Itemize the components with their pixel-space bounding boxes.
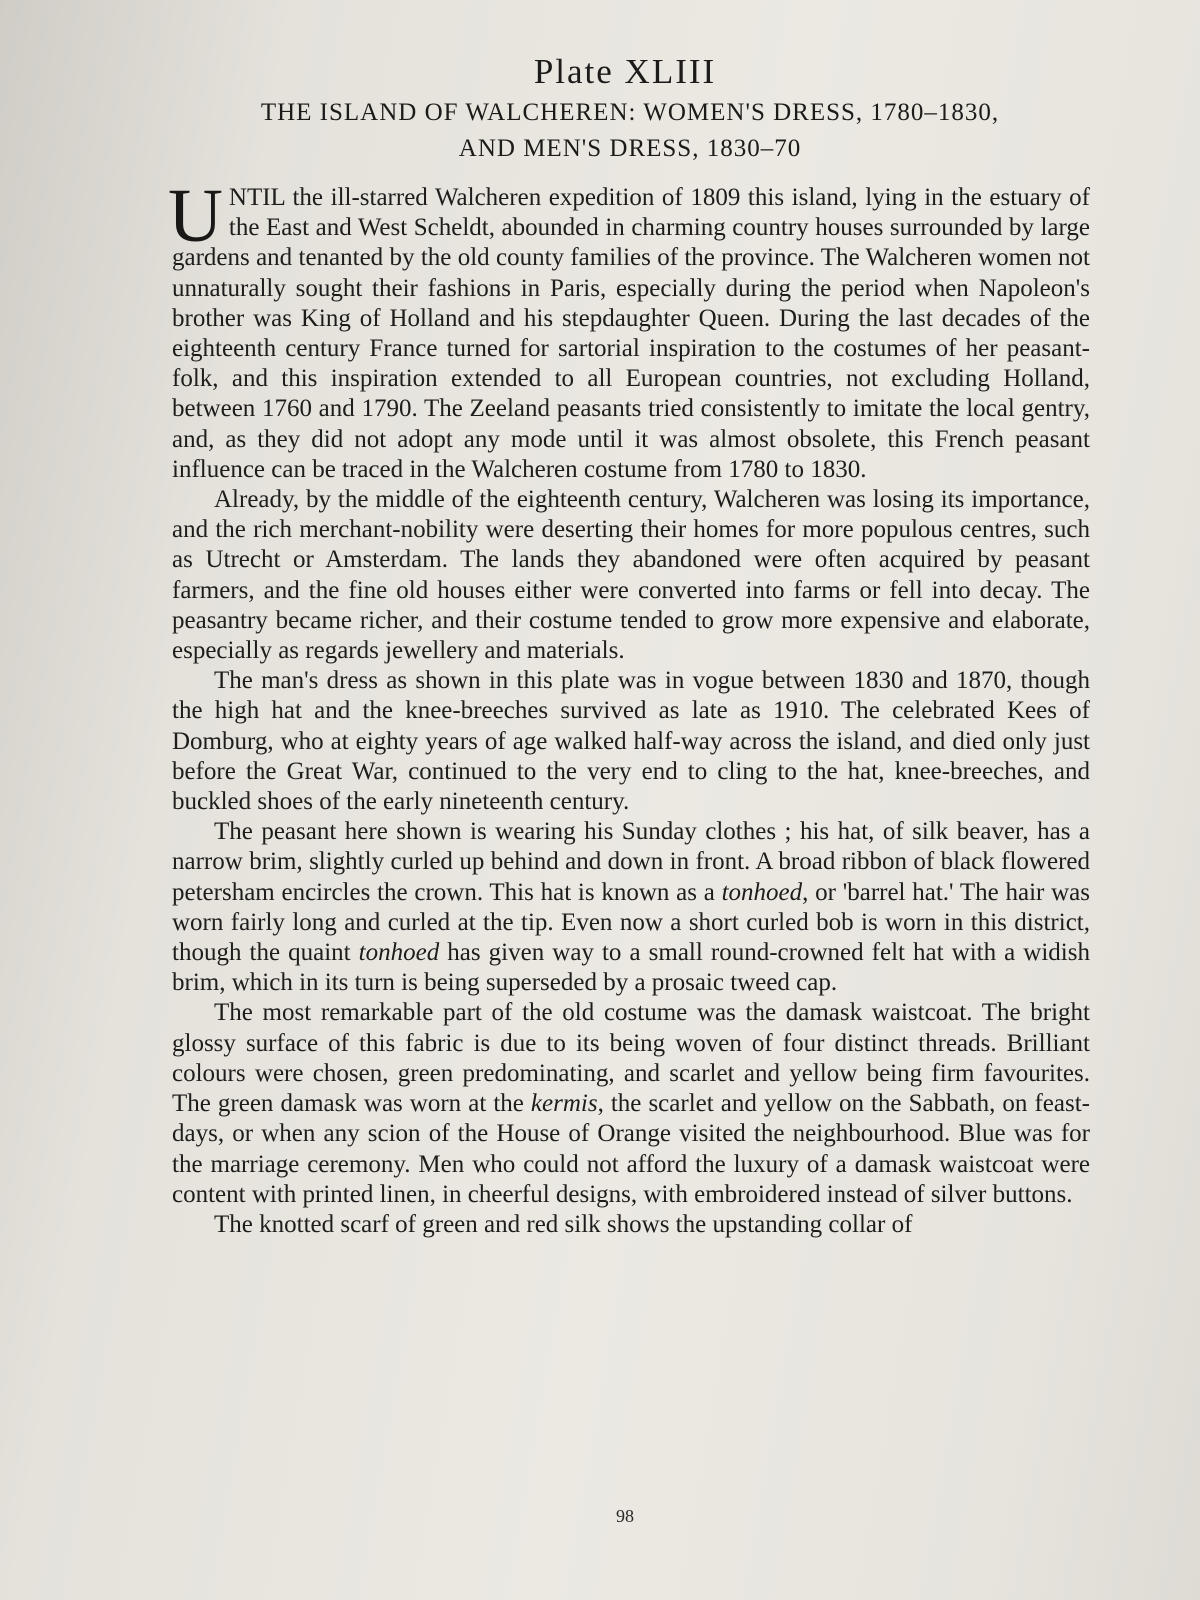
subtitle-line-2: AND MEN'S DRESS, 1830–70 [458,135,802,162]
paragraph-6: The knotted scarf of green and red silk shows the upstanding collar of [214,1210,913,1238]
subtitle-line-1: THE ISLAND OF WALCHEREN: WOMEN'S DRESS, 1780–1830, [260,99,1000,126]
paragraph-4 [172,817,1090,998]
italic-term-tonhoed-1: tonhoed [721,878,803,906]
paragraph-1 [168,174,1090,485]
drop-cap: U [168,174,223,258]
italic-term-tonhoed-2: tonhoed [358,939,440,967]
paragraph-2: Already, by the middle of the eighteenth century, Walcheren was losing its importance, and the rich merchant-nobility were deserting their homes for more populous centres, such as Utrecht or Amsterdam. The lands they abandoned were often acquired by peasant farmers, and the fine old houses either were converted into farms or fell into decay. The peasantry became richer, and their costume tended to grow more expensive and elaborate, especially as regards jewellery and materials. [172,486,1090,665]
paragraph-1-text: NTIL the ill-starred Walcheren expedition of 1809 this island, lying in the estuary of the East and West Scheldt, abounded in charming country houses surrounded by large gardens and tenanted by the old county families of the province. The Walcheren women not unnaturally sought their fashions in Paris, especially during the period when Napoleon's brother was King of Holland and his stepdaughter Queen. During the last decades of the eighteenth century France turned for sartorial inspiration to the costumes of her peasant-folk, and this inspiration extended to all European countries, not excluding Holland, between 1760 and 1790. The Zeeland peasants tried consistently to imitate the local gentry, and, as they did not adopt any mode until it was almost obsolete, this French peasant influence can be traced in the Walcheren costume from 1780 to 1830. [172,184,1090,483]
paragraph-5-part-a: The most remarkable part of the old costume was the damask waistcoat. The bright glossy surface of this fabric is due to its being woven of four distinct threads. Brilliant colours were chosen, green predominating, and scarlet and yellow being firm favourites. The green damask was worn at the [172,999,1090,1118]
body-text [168,174,1090,1240]
plate-title: Plate XLIII [533,52,717,91]
paragraph-4-part-a: The peasant here shown is wearing his Sunday clothes ; his hat, of silk beaver, has a narrow brim, slightly curled up behind and down in front. A broad ribbon of black flowered petersham encircles the crown. This hat is known as a [172,818,1090,906]
page-number: 98 [616,1506,634,1526]
paragraph-5-part-b: , the scarlet and yellow on the Sabbath, on feast-days, or when any scion of the House of Orange visited the neighbourhood. Blue was for the marriage ceremony. Men who could not afford the luxury of a damask waistcoat were content with printed linen, in cheerful designs, with embroidered instead of silver buttons. [172,1090,1090,1208]
paragraph-5 [172,998,1090,1209]
italic-term-kermis: kermis [530,1090,598,1118]
paragraph-3: The man's dress as shown in this plate was in vogue between 1830 and 1870, though the high hat and the knee-breeches survived as late as 1910. The celebrated Kees of Domburg, who at eighty years of age walked half-way across the island, and died only just before the Great War, continued to the very end to cling to the hat, knee-breeches, and buckled shoes of the early nineteenth century. [172,667,1090,816]
paragraph-4-part-b: , or 'barrel hat.' The hair was worn fairly long and curled at the tip. Even now a short curled bob is worn in this district, though the quaint [172,878,1090,967]
paragraph-4-part-c: has given way to a small round-crowned felt hat with a widish brim, which in its turn is being superseded by a prosaic tweed cap. [172,939,1090,997]
plate-subtitle [180,95,1080,167]
